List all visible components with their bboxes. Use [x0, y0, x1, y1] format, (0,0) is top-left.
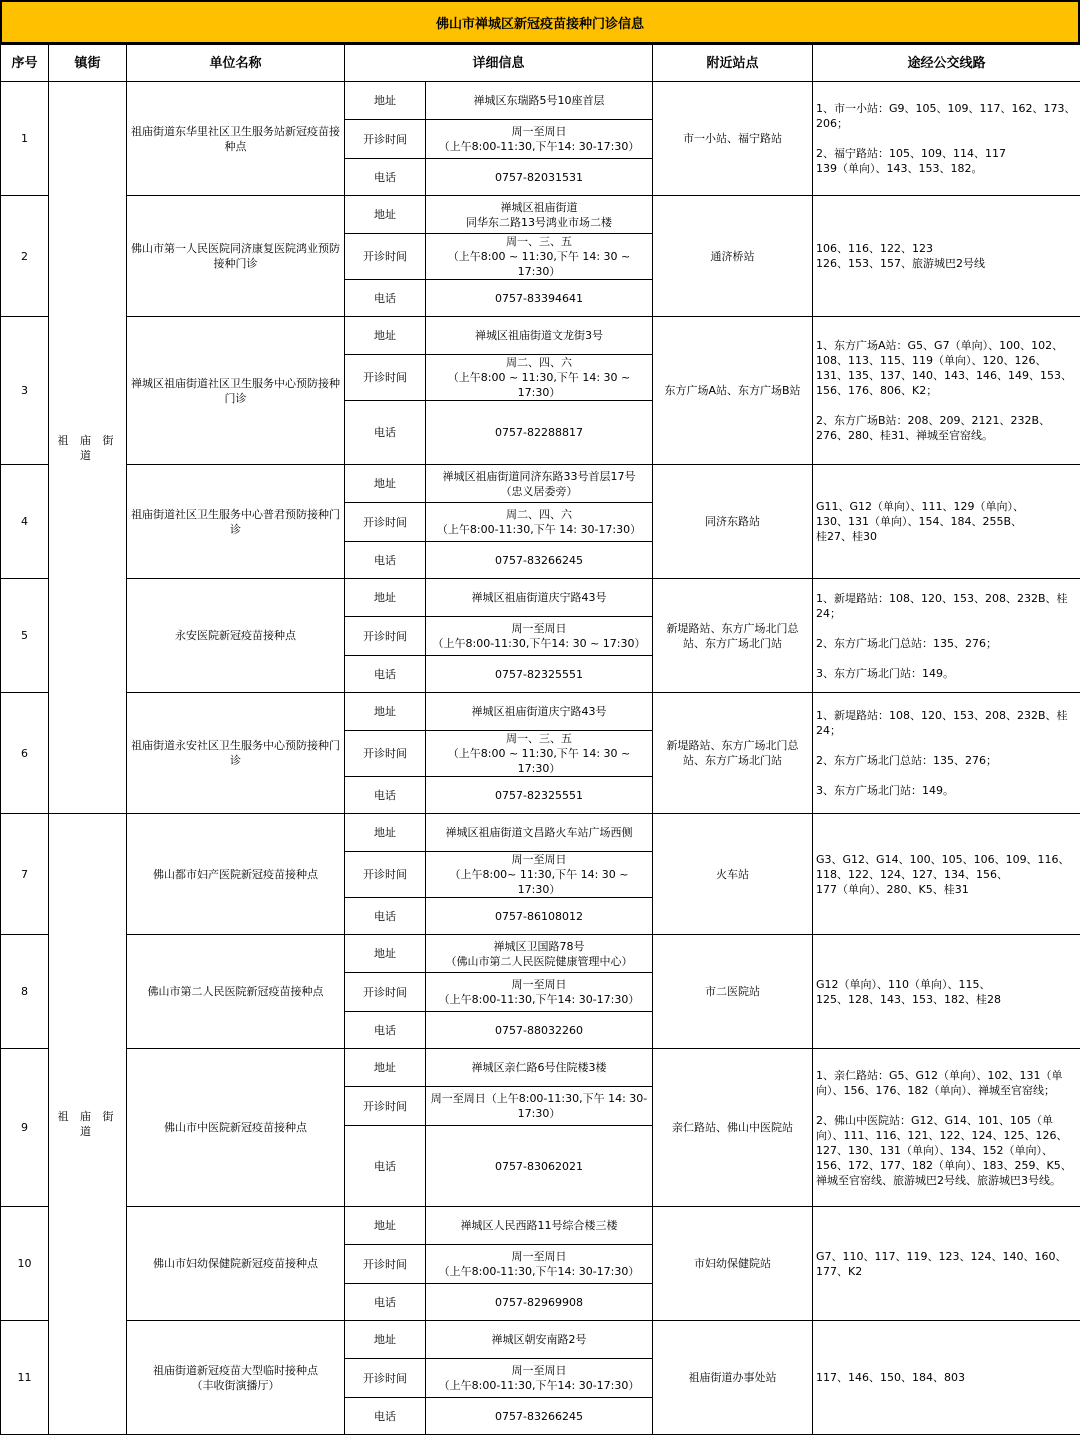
hours-value: 周一至周日 （上午8:00-11:30,下午14: 30 ~ 17:30） — [426, 617, 653, 656]
bus-routes: 1、亲仁路站：G5、G12（单向）、102、131（单向）、156、176、182（单向）、禅城至官窑线； 2、佛山中医院站：G12、G14、101、105（单向）、111、116、121、122、124、125、126、127、130、131（单向）、134、152（单向）、156、172、177、182（单向）、183、259、K5、禅城至官窑线、旅游城巴2号线、旅游城巴3号线。 — [813, 1049, 1080, 1207]
hours-label: 开诊时间 — [345, 731, 426, 777]
nearby-station: 亲仁路站、佛山中医院站 — [653, 1049, 813, 1207]
row-number: 3 — [1, 317, 49, 465]
phone-label: 电话 — [345, 401, 426, 465]
header-bus: 途经公交线路 — [813, 45, 1080, 82]
phone-value: 0757-83062021 — [426, 1126, 653, 1207]
nearby-station: 东方广场A站、东方广场B站 — [653, 317, 813, 465]
address-value: 禅城区亲仁路6号住院楼3楼 — [426, 1049, 653, 1087]
bus-routes: 1、市一小站：G9、105、109、117、162、173、206； 2、福宁路站：105、109、114、117 139（单向）、143、153、182。 — [813, 82, 1080, 196]
street-name: 祖 庙 街 道 — [49, 814, 127, 1435]
address-value: 禅城区祖庙街道文昌路火车站广场西侧 — [426, 814, 653, 852]
address-value: 禅城区祖庙街道庆宁路43号 — [426, 693, 653, 731]
street-name: 祖 庙 街 道 — [49, 82, 127, 814]
bus-routes: 117、146、150、184、803 — [813, 1321, 1080, 1435]
bus-routes: G7、110、117、119、123、124、140、160、177、K2 — [813, 1207, 1080, 1321]
phone-value: 0757-88032260 — [426, 1012, 653, 1049]
row-number: 5 — [1, 579, 49, 693]
header-detail: 详细信息 — [345, 45, 653, 82]
address-value: 禅城区祖庙街道文龙街3号 — [426, 317, 653, 355]
nearby-station: 通济桥站 — [653, 196, 813, 317]
unit-name: 佛山市中医院新冠疫苗接种点 — [127, 1049, 345, 1207]
row-number: 8 — [1, 935, 49, 1049]
bus-routes: G3、G12、G14、100、105、106、109、116、118、122、124、127、134、156、 177（单向）、280、K5、桂31 — [813, 814, 1080, 935]
phone-label: 电话 — [345, 777, 426, 814]
bus-routes: 106、116、122、123 126、153、157、旅游城巴2号线 — [813, 196, 1080, 317]
unit-name: 祖庙街道东华里社区卫生服务站新冠疫苗接种点 — [127, 82, 345, 196]
sheet-title: 佛山市禅城区新冠疫苗接种门诊信息 — [0, 0, 1080, 44]
hours-value: 周一至周日 （上午8:00-11:30,下午14: 30-17:30） — [426, 1359, 653, 1398]
address-label: 地址 — [345, 465, 426, 503]
nearby-station: 同济东路站 — [653, 465, 813, 579]
table-row — [1, 935, 1080, 973]
hours-value: 周二、四、六 （上午8:00 ~ 11:30,下午 14: 30 ~ 17:30） — [426, 355, 653, 401]
phone-label: 电话 — [345, 1398, 426, 1435]
address-label: 地址 — [345, 1207, 426, 1245]
unit-name: 禅城区祖庙街道社区卫生服务中心预防接种门诊 — [127, 317, 345, 465]
table-row — [1, 693, 1080, 731]
phone-label: 电话 — [345, 1126, 426, 1207]
clinic-table — [0, 44, 1080, 1435]
phone-value: 0757-82031531 — [426, 159, 653, 196]
table-row — [1, 1207, 1080, 1245]
hours-value: 周二、四、六 （上午8:00-11:30,下午 14: 30-17:30） — [426, 503, 653, 542]
nearby-station: 新堤路站、东方广场北门总站、东方广场北门站 — [653, 579, 813, 693]
phone-value: 0757-83266245 — [426, 1398, 653, 1435]
address-label: 地址 — [345, 1049, 426, 1087]
address-label: 地址 — [345, 1321, 426, 1359]
unit-name: 祖庙街道社区卫生服务中心普君预防接种门诊 — [127, 465, 345, 579]
bus-routes: 1、新堤路站：108、120、153、208、232B、桂24； 2、东方广场北门总站：135、276； 3、东方广场北门站：149。 — [813, 693, 1080, 814]
row-number: 4 — [1, 465, 49, 579]
row-number: 10 — [1, 1207, 49, 1321]
phone-label: 电话 — [345, 159, 426, 196]
nearby-station: 祖庙街道办事处站 — [653, 1321, 813, 1435]
address-value: 禅城区祖庙街道 同华东二路13号鸿业市场二楼 — [426, 196, 653, 234]
nearby-station: 市二医院站 — [653, 935, 813, 1049]
phone-value: 0757-83266245 — [426, 542, 653, 579]
hours-value: 周一、三、五 （上午8:00 ~ 11:30,下午 14: 30 ~ 17:30） — [426, 234, 653, 280]
address-value: 禅城区祖庙街道庆宁路43号 — [426, 579, 653, 617]
phone-value: 0757-86108012 — [426, 898, 653, 935]
row-number: 1 — [1, 82, 49, 196]
address-value: 禅城区东瑞路5号10座首层 — [426, 82, 653, 120]
phone-value: 0757-83394641 — [426, 280, 653, 317]
hours-value: 周一至周日 （上午8:00-11:30,下午14: 30-17:30） — [426, 1245, 653, 1284]
table-row — [1, 1321, 1080, 1359]
nearby-station: 火车站 — [653, 814, 813, 935]
bus-routes: G12（单向）、110（单向）、115、 125、128、143、153、182、桂28 — [813, 935, 1080, 1049]
header-street: 镇街 — [49, 45, 127, 82]
phone-label: 电话 — [345, 1284, 426, 1321]
unit-name: 佛山都市妇产医院新冠疫苗接种点 — [127, 814, 345, 935]
nearby-station: 市一小站、福宁路站 — [653, 82, 813, 196]
phone-label: 电话 — [345, 1012, 426, 1049]
hours-label: 开诊时间 — [345, 234, 426, 280]
row-number: 7 — [1, 814, 49, 935]
address-label: 地址 — [345, 935, 426, 973]
unit-name: 佛山市第一人民医院同济康复医院鸿业预防接种门诊 — [127, 196, 345, 317]
unit-name: 永安医院新冠疫苗接种点 — [127, 579, 345, 693]
hours-label: 开诊时间 — [345, 1087, 426, 1126]
row-number: 6 — [1, 693, 49, 814]
row-number: 11 — [1, 1321, 49, 1435]
table-row — [1, 317, 1080, 355]
hours-label: 开诊时间 — [345, 1245, 426, 1284]
hours-label: 开诊时间 — [345, 355, 426, 401]
table-row — [1, 814, 1080, 852]
header-row — [1, 45, 1080, 82]
address-value: 禅城区朝安南路2号 — [426, 1321, 653, 1359]
phone-label: 电话 — [345, 656, 426, 693]
row-number: 9 — [1, 1049, 49, 1207]
table-row — [1, 579, 1080, 617]
hours-value: 周一、三、五 （上午8:00 ~ 11:30,下午 14: 30 ~ 17:30） — [426, 731, 653, 777]
hours-label: 开诊时间 — [345, 120, 426, 159]
unit-name: 祖庙街道新冠疫苗大型临时接种点 （丰收街演播厅） — [127, 1321, 345, 1435]
address-label: 地址 — [345, 814, 426, 852]
hours-value: 周一至周日 （上午8:00-11:30,下午14: 30-17:30） — [426, 120, 653, 159]
phone-value: 0757-82325551 — [426, 656, 653, 693]
unit-name: 祖庙街道永安社区卫生服务中心预防接种门诊 — [127, 693, 345, 814]
address-value: 禅城区卫国路78号 （佛山市第二人民医院健康管理中心） — [426, 935, 653, 973]
hours-label: 开诊时间 — [345, 503, 426, 542]
table-row — [1, 1049, 1080, 1087]
table-row — [1, 465, 1080, 503]
header-no: 序号 — [1, 45, 49, 82]
unit-name: 佛山市第二人民医院新冠疫苗接种点 — [127, 935, 345, 1049]
row-number: 2 — [1, 196, 49, 317]
hours-label: 开诊时间 — [345, 973, 426, 1012]
address-label: 地址 — [345, 317, 426, 355]
phone-value: 0757-82969908 — [426, 1284, 653, 1321]
address-label: 地址 — [345, 82, 426, 120]
table-row — [1, 196, 1080, 234]
nearby-station: 新堤路站、东方广场北门总站、东方广场北门站 — [653, 693, 813, 814]
phone-value: 0757-82288817 — [426, 401, 653, 465]
address-label: 地址 — [345, 693, 426, 731]
bus-routes: G11、G12（单向）、111、129（单向）、 130、131（单向）、154、184、255B、 桂27、桂30 — [813, 465, 1080, 579]
header-unit: 单位名称 — [127, 45, 345, 82]
address-label: 地址 — [345, 579, 426, 617]
hours-label: 开诊时间 — [345, 852, 426, 898]
phone-label: 电话 — [345, 280, 426, 317]
phone-label: 电话 — [345, 542, 426, 579]
address-value: 禅城区祖庙街道同济东路33号首层17号 （忠义居委旁） — [426, 465, 653, 503]
nearby-station: 市妇幼保健院站 — [653, 1207, 813, 1321]
unit-name: 佛山市妇幼保健院新冠疫苗接种点 — [127, 1207, 345, 1321]
bus-routes: 1、东方广场A站：G5、G7（单向）、100、102、108、113、115、119（单向）、120、126、131、135、137、140、143、146、149、153、156、176、806、K2； 2、东方广场B站：208、209、2121、232B、276、280、桂31、禅城至官窑线。 — [813, 317, 1080, 465]
phone-value: 0757-82325551 — [426, 777, 653, 814]
bus-routes: 1、新堤路站：108、120、153、208、232B、桂24； 2、东方广场北门总站：135、276； 3、东方广场北门站：149。 — [813, 579, 1080, 693]
table-row — [1, 82, 1080, 120]
address-label: 地址 — [345, 196, 426, 234]
address-value: 禅城区人民西路11号综合楼三楼 — [426, 1207, 653, 1245]
hours-label: 开诊时间 — [345, 617, 426, 656]
hours-value: 周一至周日 （上午8:00-11:30,下午14: 30-17:30） — [426, 973, 653, 1012]
header-station: 附近站点 — [653, 45, 813, 82]
phone-label: 电话 — [345, 898, 426, 935]
hours-label: 开诊时间 — [345, 1359, 426, 1398]
hours-value: 周一至周日（上午8:00-11:30,下午 14: 30-17:30） — [426, 1087, 653, 1126]
hours-value: 周一至周日 （上午8:00~ 11:30,下午 14: 30 ~ 17:30） — [426, 852, 653, 898]
